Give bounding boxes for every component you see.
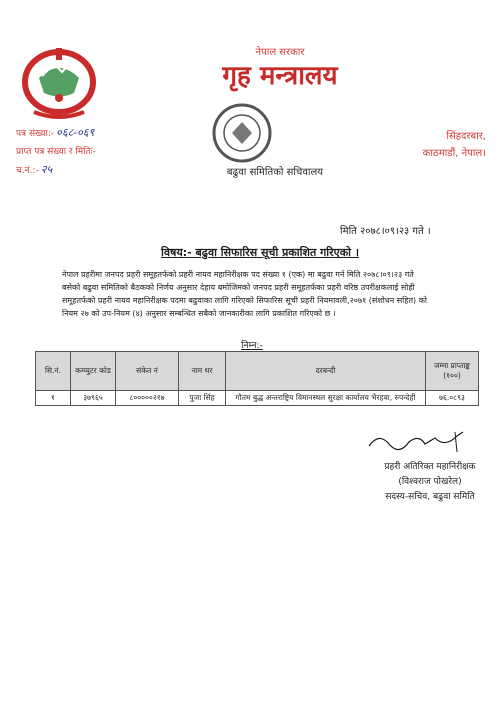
col-total-score: जम्मा प्राप्ताङ्क (१००) xyxy=(426,352,479,391)
cell-total-score: ७६.०८९३ xyxy=(426,391,479,406)
cell-position: गौतम बुद्ध अन्तराष्ट्रिय विमानस्थल सुरक्षा कार्यालय भैरहवा, रुपन्देही xyxy=(226,391,426,406)
secretariat-stamp-icon xyxy=(200,100,284,166)
recommendation-table xyxy=(35,351,479,406)
col-computer-code: कम्प्युटर कोड xyxy=(71,352,116,391)
received-letter-label: प्राप्त पत्र संख्या र मितिः- xyxy=(16,147,96,157)
signatory-block xyxy=(350,460,504,505)
signatory-role: सदस्य-सचिव, बढुवा समिति xyxy=(385,492,475,502)
letter-subject: विषय:- बढुवा सिफारिस सूची प्रकाशित गरिएको । xyxy=(161,246,359,259)
location-line-2: काठमाडौं, नेपाल। xyxy=(422,148,486,159)
signatory-name: (विश्वराज पोखरेल) xyxy=(398,477,462,487)
list-heading: निम्न:- xyxy=(241,341,263,351)
letter-date: मिति २०७८।०९।२३ गते । xyxy=(340,226,431,237)
cell-computer-code: ३७९६५ xyxy=(71,391,116,406)
dispatch-number xyxy=(16,162,52,177)
col-symbol-number: संकेत नं xyxy=(116,352,179,391)
body-line: नियम २७ को उप-नियम (४) अनुसार सम्बन्धित सबैको जानकारीका लागि प्रकाशित गरिएको छ । xyxy=(62,309,336,318)
cell-symbol-number: ८०००००२१७ xyxy=(116,391,179,406)
signature-icon xyxy=(365,428,475,456)
nepal-emblem-icon xyxy=(14,38,104,120)
col-serial: सि.नं. xyxy=(36,352,71,391)
body-line: नेपाल प्रहरीमा जनपद प्रहरी समूहतर्फको प्रहरी नायव महानिरीक्षक पद संख्या १ (एक) मा बढुवा गर्न मिति २०७८।०९।२३ गते xyxy=(62,270,414,279)
government-label: नेपाल सरकार xyxy=(255,47,305,58)
dispatch-value: २५ xyxy=(40,163,53,176)
body-line: समूहतर्फको प्रहरी नायव महानिरीक्षक पदमा बढुवाका लागि गरिएको सिफारिस सूची प्रहरी नियमावली,२०७१ (संशोधन सहित) को xyxy=(62,296,427,305)
ministry-title: गृह मन्त्रालय xyxy=(222,61,338,91)
cell-name: पुजा सिंह xyxy=(179,391,226,406)
reference-number xyxy=(16,125,94,140)
location-line-1: सिंहदरबार, xyxy=(446,131,486,142)
dispatch-label: च.नं.:- xyxy=(16,166,39,176)
signatory-title: प्रहरी अतिरिक्त महानिरीक्षक xyxy=(384,462,476,472)
table-header-row xyxy=(36,352,479,391)
cell-serial: १ xyxy=(36,391,71,406)
body-line: बसेको बढुवा समितिको बैठकको निर्णय अनुसार देहाय बमोजिमको जनपद प्रहरी समूहतर्फका प्रहरी वरिष्ठ उपरीक्षकलाई सोही xyxy=(62,283,415,292)
table-row xyxy=(36,391,479,406)
letter-body xyxy=(40,268,488,320)
ref-value: ०६८-०६९ xyxy=(56,126,95,139)
ref-label: पत्र संख्या:- xyxy=(16,129,55,139)
col-position: दरबन्दी xyxy=(226,352,426,391)
col-name: नाम थर xyxy=(179,352,226,391)
secretariat-label: बढुवा समितिको सचिवालय xyxy=(226,167,324,178)
